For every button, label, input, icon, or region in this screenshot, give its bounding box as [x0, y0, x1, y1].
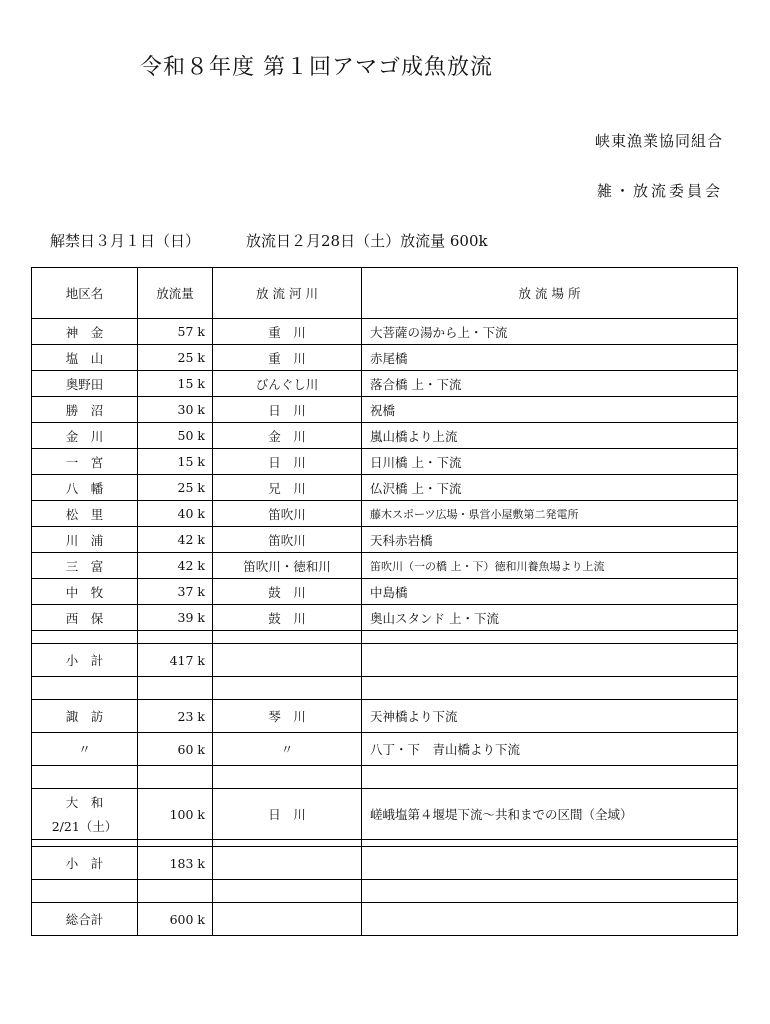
header-place: 放 流 場 所 [362, 268, 738, 319]
spacer-row [32, 880, 738, 903]
place-cell: 天科赤岩橋 [362, 527, 738, 553]
amount-cell: 39 k [138, 605, 213, 631]
place-cell: 日川橋 上・下流 [362, 449, 738, 475]
river-cell: びんぐし川 [213, 371, 362, 397]
area-cell: 奥野田 [32, 371, 138, 397]
place-cell: 嵯峨塩第４堰堤下流～共和までの区間（全域） [362, 789, 738, 840]
table-row [32, 345, 738, 371]
area-cell: 西 保 [32, 605, 138, 631]
subtotal-amount: 183 k [138, 847, 213, 880]
header-area: 地区名 [32, 268, 138, 319]
area-name: 大 和 [65, 795, 104, 810]
table-row [32, 553, 738, 579]
amount-cell: 60 k [138, 733, 213, 766]
place-cell: 大菩薩の湯から上・下流 [362, 319, 738, 345]
area-cell: 〃 [32, 733, 138, 766]
opening-date: 解禁日３月１日（日） [50, 232, 201, 250]
area-cell: 中 牧 [32, 579, 138, 605]
place-cell: 笛吹川（一の橋 上・下）徳和川養魚場より上流 [362, 553, 738, 579]
place-cell: 仏沢橋 上・下流 [362, 475, 738, 501]
river-cell: 琴 川 [213, 700, 362, 733]
table-row [32, 501, 738, 527]
subtotal-row [32, 644, 738, 677]
table-row [32, 319, 738, 345]
area-cell: 神 金 [32, 319, 138, 345]
amount-cell: 40 k [138, 501, 213, 527]
area-cell: 松 里 [32, 501, 138, 527]
place-cell: 八丁・下 青山橋より下流 [362, 733, 738, 766]
table-row [32, 700, 738, 733]
place-cell: 落合橋 上・下流 [362, 371, 738, 397]
table-row [32, 605, 738, 631]
area-cell: 川 浦 [32, 527, 138, 553]
header-river: 放 流 河 川 [213, 268, 362, 319]
amount-cell: 25 k [138, 475, 213, 501]
river-cell: 重 川 [213, 319, 362, 345]
header-amount: 放流量 [138, 268, 213, 319]
subtotal-label: 小 計 [32, 847, 138, 880]
place-cell: 嵐山橋より上流 [362, 423, 738, 449]
river-cell: 鼓 川 [213, 605, 362, 631]
total-row [32, 903, 738, 936]
subtotal-row [32, 847, 738, 880]
table-row [32, 371, 738, 397]
table-row [32, 397, 738, 423]
date-line [50, 230, 488, 251]
organization-name: 峡東漁業協同組合 [594, 132, 723, 150]
amount-cell: 15 k [138, 371, 213, 397]
spacer-row [32, 840, 738, 847]
amount-cell: 25 k [138, 345, 213, 371]
area-cell: 勝 沼 [32, 397, 138, 423]
table-row [32, 449, 738, 475]
river-cell: 笛吹川 [213, 501, 362, 527]
total-label: 総合計 [32, 903, 138, 936]
river-cell: 日 川 [213, 397, 362, 423]
river-cell: 笛吹川・徳和川 [213, 553, 362, 579]
river-cell: 重 川 [213, 345, 362, 371]
committee-name: 雑・放流委員会 [596, 182, 723, 200]
place-cell: 藤木スポーツ広場・県営小屋敷第二発電所 [362, 501, 738, 527]
amount-cell: 37 k [138, 579, 213, 605]
amount-cell: 30 k [138, 397, 213, 423]
spacer-row [32, 677, 738, 700]
river-cell: 〃 [213, 733, 362, 766]
area-date: 2/21（土） [51, 819, 118, 834]
area-cell: 三 富 [32, 553, 138, 579]
river-cell: 笛吹川 [213, 527, 362, 553]
group1-rows [32, 319, 738, 936]
river-cell: 兄 川 [213, 475, 362, 501]
place-cell: 祝橋 [362, 397, 738, 423]
table-row [32, 475, 738, 501]
amount-cell: 50 k [138, 423, 213, 449]
amount-cell: 100 k [138, 789, 213, 840]
release-info: 放流日２月28日（土）放流量 600k [246, 232, 488, 250]
place-cell: 赤尾橋 [362, 345, 738, 371]
table-header-row [32, 268, 738, 319]
area-cell: 塩 山 [32, 345, 138, 371]
spacer-row [32, 766, 738, 789]
table-row [32, 789, 738, 840]
river-cell: 金 川 [213, 423, 362, 449]
release-table [31, 267, 738, 936]
place-cell: 天神橋より下流 [362, 700, 738, 733]
amount-cell: 42 k [138, 553, 213, 579]
table-row [32, 579, 738, 605]
river-cell: 鼓 川 [213, 579, 362, 605]
subtotal-label: 小 計 [32, 644, 138, 677]
river-cell: 日 川 [213, 789, 362, 840]
amount-cell: 23 k [138, 700, 213, 733]
place-cell: 中島橋 [362, 579, 738, 605]
amount-cell: 42 k [138, 527, 213, 553]
table-row [32, 527, 738, 553]
table-row [32, 733, 738, 766]
amount-cell: 15 k [138, 449, 213, 475]
area-cell: 八 幡 [32, 475, 138, 501]
river-cell: 日 川 [213, 449, 362, 475]
subtotal-amount: 417 k [138, 644, 213, 677]
place-cell: 奥山スタンド 上・下流 [362, 605, 738, 631]
area-cell [32, 789, 138, 840]
page-title: 令和８年度 第１回アマゴ成魚放流 [140, 55, 493, 80]
area-cell: 金 川 [32, 423, 138, 449]
total-amount: 600 k [138, 903, 213, 936]
amount-cell: 57 k [138, 319, 213, 345]
spacer-row [32, 631, 738, 644]
area-cell: 諏 訪 [32, 700, 138, 733]
table-row [32, 423, 738, 449]
area-cell: 一 宮 [32, 449, 138, 475]
